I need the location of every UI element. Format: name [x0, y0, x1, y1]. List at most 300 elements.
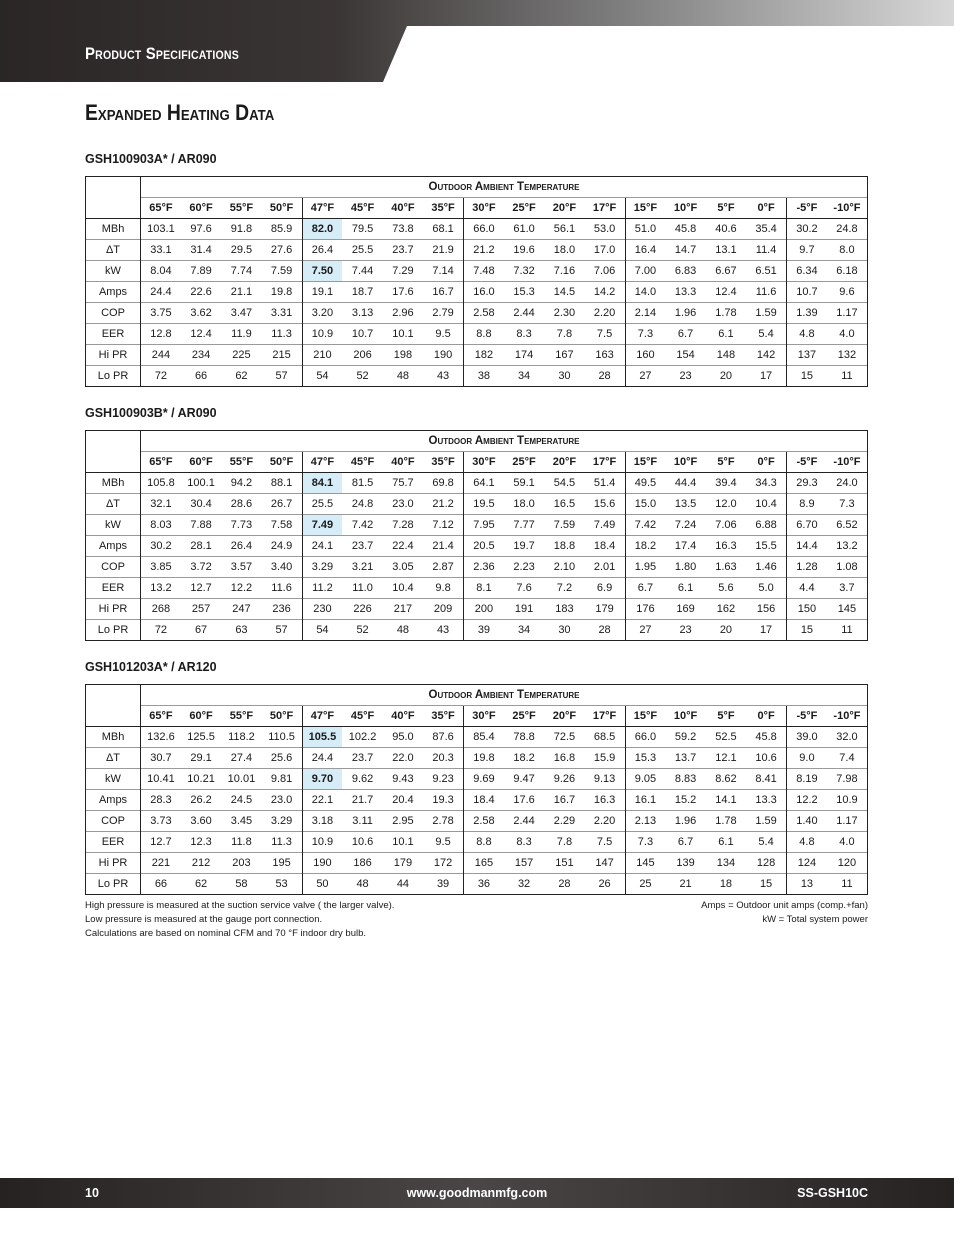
row-label: Hi PR — [86, 599, 141, 620]
table-cell: 24.0 — [827, 473, 868, 494]
table-cell: 9.6 — [827, 282, 868, 303]
table-cell: 162 — [706, 599, 746, 620]
table-cell: 7.58 — [262, 515, 302, 536]
table-cell: 7.88 — [181, 515, 221, 536]
table-cell: 23.0 — [262, 790, 302, 811]
table-cell: 69.8 — [423, 473, 463, 494]
table-cell: 124 — [787, 853, 827, 874]
temp-header: 5°F — [706, 452, 746, 473]
table-cell: 4.8 — [787, 324, 827, 345]
page-number: 10 — [85, 1186, 99, 1200]
table-cell: 2.58 — [464, 303, 504, 324]
temp-header: 15°F — [625, 198, 665, 219]
table-cell: 7.3 — [625, 832, 665, 853]
table-cell: 8.19 — [787, 769, 827, 790]
row-label: Amps — [86, 790, 141, 811]
table-cell: 151 — [544, 853, 584, 874]
table-cell: 12.7 — [141, 832, 181, 853]
table-row — [86, 748, 868, 769]
table-cell: 27.6 — [262, 240, 302, 261]
temp-header: 15°F — [625, 706, 665, 727]
table-cell: 19.5 — [464, 494, 504, 515]
table-cell: 16.5 — [544, 494, 584, 515]
table-cell: 25.5 — [302, 494, 342, 515]
table-cell: 13.2 — [827, 536, 868, 557]
table-cell: 11.3 — [262, 832, 302, 853]
table-cell: 32.0 — [827, 727, 868, 748]
table-cell: 11.2 — [302, 578, 342, 599]
table-cell: 67 — [181, 620, 221, 641]
row-label: Hi PR — [86, 345, 141, 366]
table-cell: 34 — [504, 620, 544, 641]
temp-header: 0°F — [746, 706, 786, 727]
table-cell: 21.7 — [342, 790, 382, 811]
table-cell: 7.16 — [544, 261, 584, 282]
table-cell: 35.4 — [746, 219, 786, 240]
spec-table-3 — [85, 684, 868, 895]
table-cell: 23 — [665, 620, 705, 641]
temp-header: 55°F — [221, 198, 261, 219]
note: kW = Total system power — [762, 914, 868, 925]
table-cell: 15.5 — [746, 536, 786, 557]
table-cell: 6.70 — [787, 515, 827, 536]
table-cell: 3.72 — [181, 557, 221, 578]
table-cell: 7.89 — [181, 261, 221, 282]
table-cell: 24.5 — [221, 790, 261, 811]
table-row — [86, 811, 868, 832]
table-cell: 28 — [585, 620, 625, 641]
table-cell: 6.51 — [746, 261, 786, 282]
temp-header: 30°F — [464, 452, 504, 473]
table-cell: 9.81 — [262, 769, 302, 790]
temp-header: 65°F — [141, 706, 181, 727]
table-2-model: GSH100903B* / AR090 — [85, 406, 217, 420]
table-cell: 105.5 — [302, 727, 342, 748]
table-cell: 9.0 — [787, 748, 827, 769]
temp-header: 25°F — [504, 706, 544, 727]
table-cell: 68.5 — [585, 727, 625, 748]
table-cell: 6.18 — [827, 261, 868, 282]
table-cell: 17.0 — [585, 240, 625, 261]
table-cell: 2.58 — [464, 811, 504, 832]
temp-header: 60°F — [181, 706, 221, 727]
note: Amps = Outdoor unit amps (comp.+fan) — [701, 900, 868, 911]
table-cell: 48 — [342, 874, 382, 895]
table-cell: 11 — [827, 620, 868, 641]
table-row — [86, 324, 868, 345]
table-cell: 14.5 — [544, 282, 584, 303]
table-cell: 6.7 — [665, 324, 705, 345]
table-cell: 7.49 — [302, 515, 342, 536]
temp-header: 15°F — [625, 452, 665, 473]
table-cell: 221 — [141, 853, 181, 874]
table-cell: 32 — [504, 874, 544, 895]
table-cell: 7.8 — [544, 832, 584, 853]
footer-bar — [0, 1178, 954, 1208]
table-cell: 13.3 — [665, 282, 705, 303]
table-cell: 2.44 — [504, 303, 544, 324]
table-cell: 3.57 — [221, 557, 261, 578]
temp-header: 10°F — [665, 198, 705, 219]
table-cell: 9.43 — [383, 769, 423, 790]
table-cell: 54 — [302, 366, 342, 387]
table-cell: 17.6 — [383, 282, 423, 303]
temp-header: 65°F — [141, 198, 181, 219]
table-cell: 24.8 — [827, 219, 868, 240]
table-cell: 18.8 — [544, 536, 584, 557]
table-cell: 19.7 — [504, 536, 544, 557]
table-cell: 12.1 — [706, 748, 746, 769]
row-label: Lo PR — [86, 620, 141, 641]
table-cell: 190 — [302, 853, 342, 874]
table-cell: 16.8 — [544, 748, 584, 769]
table-cell: 105.8 — [141, 473, 181, 494]
table-cell: 24.1 — [302, 536, 342, 557]
table-cell: 22.4 — [383, 536, 423, 557]
table-cell: 23 — [665, 366, 705, 387]
table-row — [86, 282, 868, 303]
table-cell: 15 — [746, 874, 786, 895]
table-cell: 2.36 — [464, 557, 504, 578]
table-cell: 68.1 — [423, 219, 463, 240]
table-cell: 1.78 — [706, 811, 746, 832]
table-cell: 6.7 — [625, 578, 665, 599]
table-cell: 148 — [706, 345, 746, 366]
table-cell: 13.3 — [746, 790, 786, 811]
table-cell: 179 — [383, 853, 423, 874]
table-cell: 147 — [585, 853, 625, 874]
table-cell: 10.7 — [787, 282, 827, 303]
row-label: ΔT — [86, 240, 141, 261]
note: Low pressure is measured at the gauge port connection. — [85, 914, 323, 925]
row-label: COP — [86, 811, 141, 832]
table-cell: 91.8 — [221, 219, 261, 240]
table-cell: 21 — [665, 874, 705, 895]
table-cell: 13 — [787, 874, 827, 895]
table-cell: 10.21 — [181, 769, 221, 790]
table-cell: 12.2 — [221, 578, 261, 599]
table-cell: 142 — [746, 345, 786, 366]
table-cell: 45.8 — [665, 219, 705, 240]
header-title: Product Specifications — [85, 44, 239, 63]
table-cell: 10.1 — [383, 324, 423, 345]
table-cell: 11.4 — [746, 240, 786, 261]
table-cell: 30.4 — [181, 494, 221, 515]
table-cell: 7.29 — [383, 261, 423, 282]
table-cell: 19.6 — [504, 240, 544, 261]
row-label: kW — [86, 769, 141, 790]
table-cell: 3.05 — [383, 557, 423, 578]
table-cell: 58 — [221, 874, 261, 895]
table-cell: 61.0 — [504, 219, 544, 240]
table-cell: 17.4 — [665, 536, 705, 557]
table-cell: 22.1 — [302, 790, 342, 811]
table-cell: 7.4 — [827, 748, 868, 769]
table-cell: 26.7 — [262, 494, 302, 515]
temp-header: 40°F — [383, 198, 423, 219]
temp-header: 5°F — [706, 198, 746, 219]
table-cell: 217 — [383, 599, 423, 620]
table-row — [86, 345, 868, 366]
temp-header: 20°F — [544, 198, 584, 219]
table-cell: 10.9 — [827, 790, 868, 811]
table-cell: 16.3 — [706, 536, 746, 557]
section-title: Expanded Heating Data — [85, 100, 275, 125]
row-label: kW — [86, 515, 141, 536]
table-cell: 1.63 — [706, 557, 746, 578]
table-cell: 30.2 — [787, 219, 827, 240]
table-cell: 226 — [342, 599, 382, 620]
table-cell: 215 — [262, 345, 302, 366]
table-cell: 198 — [383, 345, 423, 366]
table-row — [86, 790, 868, 811]
table-cell: 94.2 — [221, 473, 261, 494]
table-cell: 2.44 — [504, 811, 544, 832]
table-cell: 10.6 — [342, 832, 382, 853]
table-cell: 1.40 — [787, 811, 827, 832]
table-cell: 9.70 — [302, 769, 342, 790]
table-cell: 167 — [544, 345, 584, 366]
temp-header: 55°F — [221, 452, 261, 473]
table-row — [86, 727, 868, 748]
table-cell: 3.40 — [262, 557, 302, 578]
table-cell: 19.3 — [423, 790, 463, 811]
table-cell: 7.3 — [827, 494, 868, 515]
temp-header: 55°F — [221, 706, 261, 727]
table-cell: 7.49 — [585, 515, 625, 536]
row-label: Hi PR — [86, 853, 141, 874]
table-cell: 7.8 — [544, 324, 584, 345]
table-cell: 7.59 — [544, 515, 584, 536]
table-cell: 85.9 — [262, 219, 302, 240]
table-cell: 28 — [544, 874, 584, 895]
table-cell: 212 — [181, 853, 221, 874]
table-cell: 20 — [706, 366, 746, 387]
table-cell: 28 — [585, 366, 625, 387]
table-cell: 38 — [464, 366, 504, 387]
table-cell: 23.7 — [383, 240, 423, 261]
table-cell: 6.34 — [787, 261, 827, 282]
table-cell: 9.7 — [787, 240, 827, 261]
table-cell: 13.5 — [665, 494, 705, 515]
table-cell: 44 — [383, 874, 423, 895]
row-label: EER — [86, 324, 141, 345]
table-cell: 12.8 — [141, 324, 181, 345]
table-cell: 132 — [827, 345, 868, 366]
table-cell: 15.9 — [585, 748, 625, 769]
table-cell: 150 — [787, 599, 827, 620]
table-cell: 66.0 — [464, 219, 504, 240]
table-cell: 16.4 — [625, 240, 665, 261]
temp-header: 0°F — [746, 198, 786, 219]
table-cell: 1.46 — [746, 557, 786, 578]
table-cell: 154 — [665, 345, 705, 366]
corner-cell — [86, 431, 141, 473]
table-cell: 28.6 — [221, 494, 261, 515]
table-cell: 12.4 — [181, 324, 221, 345]
table-cell: 2.23 — [504, 557, 544, 578]
table-cell: 2.13 — [625, 811, 665, 832]
temp-header: 47°F — [302, 706, 342, 727]
table-cell: 5.4 — [746, 832, 786, 853]
table-cell: 16.7 — [544, 790, 584, 811]
table-cell: 206 — [342, 345, 382, 366]
table-cell: 18.4 — [585, 536, 625, 557]
table-cell: 7.06 — [706, 515, 746, 536]
table-cell: 7.06 — [585, 261, 625, 282]
table-cell: 7.73 — [221, 515, 261, 536]
table-cell: 7.3 — [625, 324, 665, 345]
table-cell: 18.4 — [464, 790, 504, 811]
website-link[interactable]: www.goodmanmfg.com — [406, 1186, 548, 1200]
table-cell: 10.01 — [221, 769, 261, 790]
temp-header: 35°F — [423, 452, 463, 473]
table-cell: 14.2 — [585, 282, 625, 303]
table-cell: 7.98 — [827, 769, 868, 790]
table-cell: 10.4 — [746, 494, 786, 515]
table-cell: 3.60 — [181, 811, 221, 832]
table-cell: 10.4 — [383, 578, 423, 599]
table-cell: 62 — [181, 874, 221, 895]
table-cell: 1.59 — [746, 303, 786, 324]
table-cell: 11.9 — [221, 324, 261, 345]
table-cell: 18.2 — [504, 748, 544, 769]
table-cell: 2.78 — [423, 811, 463, 832]
table-row — [86, 219, 868, 240]
table-cell: 7.00 — [625, 261, 665, 282]
table-cell: 52 — [342, 620, 382, 641]
table-cell: 34 — [504, 366, 544, 387]
corner-cell — [86, 177, 141, 219]
table-cell: 195 — [262, 853, 302, 874]
table-cell: 3.29 — [262, 811, 302, 832]
table-cell: 118.2 — [221, 727, 261, 748]
temp-header: 0°F — [746, 452, 786, 473]
table-cell: 6.1 — [706, 324, 746, 345]
table-cell: 4.8 — [787, 832, 827, 853]
table-cell: 54.5 — [544, 473, 584, 494]
table-cell: 13.1 — [706, 240, 746, 261]
table-cell: 3.11 — [342, 811, 382, 832]
temp-header: -5°F — [787, 452, 827, 473]
table-cell: 2.30 — [544, 303, 584, 324]
table-row — [86, 515, 868, 536]
table-cell: 3.45 — [221, 811, 261, 832]
table-cell: 6.9 — [585, 578, 625, 599]
table-cell: 8.8 — [464, 324, 504, 345]
table-cell: 9.69 — [464, 769, 504, 790]
table-cell: 26.2 — [181, 790, 221, 811]
row-label: Amps — [86, 536, 141, 557]
table-cell: 8.04 — [141, 261, 181, 282]
table-cell: 7.74 — [221, 261, 261, 282]
table-cell: 157 — [504, 853, 544, 874]
table-cell: 79.5 — [342, 219, 382, 240]
table-cell: 49.5 — [625, 473, 665, 494]
table-cell: 9.47 — [504, 769, 544, 790]
table-cell: 88.1 — [262, 473, 302, 494]
table-cell: 183 — [544, 599, 584, 620]
temp-header: 17°F — [585, 452, 625, 473]
table-cell: 9.13 — [585, 769, 625, 790]
table-cell: 1.78 — [706, 303, 746, 324]
table-cell: 145 — [625, 853, 665, 874]
row-label: Lo PR — [86, 874, 141, 895]
table-cell: 8.3 — [504, 832, 544, 853]
table-cell: 13.2 — [141, 578, 181, 599]
table-cell: 1.80 — [665, 557, 705, 578]
row-label: MBh — [86, 473, 141, 494]
table-cell: 22.6 — [181, 282, 221, 303]
table-cell: 3.31 — [262, 303, 302, 324]
table-cell: 230 — [302, 599, 342, 620]
table-cell: 95.0 — [383, 727, 423, 748]
table-row — [86, 240, 868, 261]
table-cell: 3.75 — [141, 303, 181, 324]
table-cell: 15 — [787, 366, 827, 387]
table-cell: 57 — [262, 366, 302, 387]
table-cell: 29.1 — [181, 748, 221, 769]
table-cell: 3.20 — [302, 303, 342, 324]
temp-header: 40°F — [383, 452, 423, 473]
table-cell: 59.2 — [665, 727, 705, 748]
document-code: SS-GSH10C — [797, 1186, 868, 1200]
table-cell: 2.95 — [383, 811, 423, 832]
table-cell: 7.44 — [342, 261, 382, 282]
table-cell: 1.96 — [665, 811, 705, 832]
table-cell: 20.4 — [383, 790, 423, 811]
table-cell: 52.5 — [706, 727, 746, 748]
table-row — [86, 366, 868, 387]
table-cell: 30 — [544, 620, 584, 641]
table-cell: 225 — [221, 345, 261, 366]
table-cell: 8.83 — [665, 769, 705, 790]
table-cell: 2.10 — [544, 557, 584, 578]
temp-header: 20°F — [544, 452, 584, 473]
table-cell: 56.1 — [544, 219, 584, 240]
table-cell: 128 — [746, 853, 786, 874]
table-cell: 73.8 — [383, 219, 423, 240]
temp-header: 60°F — [181, 198, 221, 219]
table-cell: 15.6 — [585, 494, 625, 515]
table-cell: 100.1 — [181, 473, 221, 494]
temp-header: 30°F — [464, 706, 504, 727]
table-cell: 12.0 — [706, 494, 746, 515]
table-row — [86, 536, 868, 557]
table-cell: 2.96 — [383, 303, 423, 324]
table-row — [86, 853, 868, 874]
table-cell: 203 — [221, 853, 261, 874]
temp-header: 50°F — [262, 198, 302, 219]
table-cell: 78.8 — [504, 727, 544, 748]
table-cell: 17.6 — [504, 790, 544, 811]
table-cell: 43 — [423, 366, 463, 387]
table-cell: 9.26 — [544, 769, 584, 790]
table-cell: 160 — [625, 345, 665, 366]
temp-header: -10°F — [827, 706, 868, 727]
table-cell: 2.20 — [585, 811, 625, 832]
table-cell: 25.5 — [342, 240, 382, 261]
table-cell: 82.0 — [302, 219, 342, 240]
table-cell: 11.6 — [746, 282, 786, 303]
table-cell: 27 — [625, 366, 665, 387]
table-cell: 24.4 — [141, 282, 181, 303]
table-cell: 3.29 — [302, 557, 342, 578]
table-cell: 10.41 — [141, 769, 181, 790]
table-cell: 9.5 — [423, 832, 463, 853]
table-cell: 16.0 — [464, 282, 504, 303]
table-cell: 210 — [302, 345, 342, 366]
